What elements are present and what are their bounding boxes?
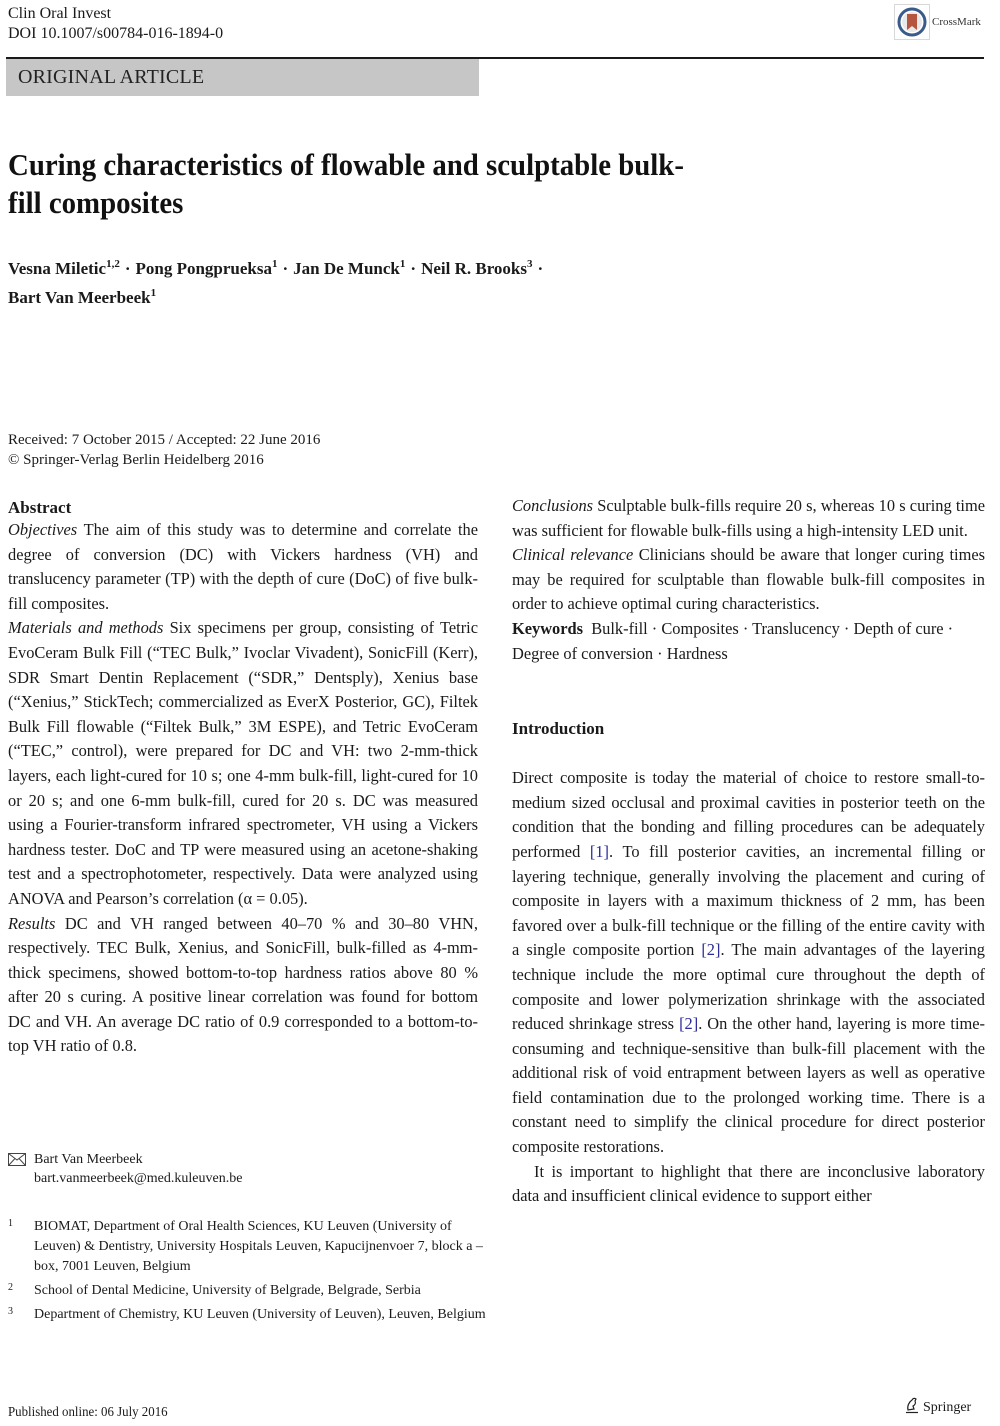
author-separator: ·: [537, 259, 544, 278]
springer-horse-icon: [904, 1396, 920, 1419]
reference-link[interactable]: [1]: [589, 841, 610, 861]
abstract-results: Results DC and VH ranged between 40–70 % and 30–80 VHN, respectively. TEC Bulk, Xenius, and SonicFill, bulk-filled as 4-mm-thick specimens, showed bottom-to-top hardness ratios above 80 % after 20 s curing. A positive linear correlation was found for bottom DC and VH. An average DC ratio of 0.9 corresponded to a bottom-to-top VH ratio of 0.8.: [8, 913, 478, 1056]
envelope-icon: [8, 1150, 34, 1188]
journal-name: Clin Oral Invest: [8, 5, 112, 22]
abstract-left-column: [8, 518, 478, 1059]
corresponding-author-email[interactable]: bart.vanmeerbeek@med.kuleuven.be: [34, 1171, 243, 1186]
author-separator: ·: [410, 259, 417, 278]
author-separator: ·: [124, 259, 131, 278]
crossmark-label: CrossMark: [932, 16, 981, 28]
corresponding-author-name: Bart Van Meerbeek: [34, 1152, 143, 1167]
reference-link[interactable]: [2]: [701, 940, 721, 960]
article-type: ORIGINAL ARTICLE: [18, 66, 205, 88]
published-online-date: Published online: 06 July 2016: [8, 1405, 168, 1420]
abstract-clinical-relevance: Clinical relevance Clinicians should be aware that longer curing times may be required for sculptable than flowable bulk-fill composites in order to achieve optimal curing characteristics.: [512, 545, 985, 614]
author[interactable]: Jan De Munck$^1$: [293, 258, 406, 278]
publisher-name: Springer: [923, 1399, 972, 1415]
affiliation-number: 2: [8, 1282, 13, 1293]
abstract-methods: Materials and methods Six specimens per group, consisting of Tetric EvoCeram Bulk Fill (“TEC Bulk,” Ivoclar Vivadent), SonicFill (Kerr), SDR Smart Dentin Replacement (“SDR,” Dentsply), Xenius base (“Xenius,” StickTech; commercialized as EverX Posterior, GC), Filtek Bulk Fill flowable (“Filtek Bulk,” 3M ESPE), and Tetric EvoCeram (“TEC,” control), were prepared for DC and VH: two 2-mm-thick layers, each light-cured for 10 s; one 4-mm bulk-fill, light-cured for 10 or 20 s; and one 6-mm bulk-fill, cured for 20 s. DC was measured using a Fourier-transform infrared spectrometer, VH using a Vickers hardness tester. DoC and TP were measured using an acetone-shaking test and a spectrophotometer, respectively. Data were analyzed using ANOVA and Pearson’s correlation (α = 0.05).: [8, 618, 478, 908]
introduction-heading: Introduction: [512, 719, 605, 739]
reference-link[interactable]: [2]: [679, 1014, 699, 1034]
author[interactable]: Pong Pongprueksa$^1$: [135, 258, 278, 278]
correspondence: [8, 1150, 488, 1188]
author-separator: ·: [282, 259, 289, 278]
abstract-objectives: Objectives The aim of this study was to determine and correlate the degree of conversion (DC) with Vickers hardness (VH) and translucency parameter (TP) with the depth of cure (DoC) of five bulk-fill composites.: [8, 520, 479, 613]
affiliation-text: BIOMAT, Department of Oral Health Sciences, KU Leuven (University of Leuven) & Dentistry, University Hospitals Leuven, Kapucijnenvoer 7, block a – box, 7001 Leuven, Belgium: [34, 1219, 483, 1274]
author-list: [8, 252, 708, 310]
affiliation-item: [8, 1281, 493, 1301]
affiliation-item: [8, 1217, 493, 1277]
abstract-heading: Abstract: [8, 498, 72, 517]
crossmark-icon: [894, 4, 930, 40]
crossmark-badge[interactable]: [894, 4, 994, 40]
author[interactable]: Neil R. Brooks$^3$: [421, 258, 533, 278]
abstract-conclusions: Conclusions Sculptable bulk-fills require 20 s, whereas 10 s curing time was sufficient for flowable bulk-fills using a high-intensity LED unit.: [512, 496, 985, 540]
article-title: Curing characteristics of flowable and sculptable bulk-fill composites: [8, 147, 684, 220]
received-accepted-dates: Received: 7 October 2015 / Accepted: 22 June 2016: [8, 432, 321, 448]
right-column: [512, 494, 985, 1209]
affiliation-number: 1: [8, 1218, 13, 1229]
author[interactable]: Vesna Miletic$^{1,2}$: [8, 258, 120, 278]
introduction-paragraph-2: It is important to highlight that there are inconclusive laboratory data and insufficient clinical evidence to support either: [512, 1161, 985, 1206]
affiliation-item: [8, 1305, 493, 1325]
affiliation-text: Department of Chemistry, KU Leuven (University of Leuven), Leuven, Belgium: [34, 1307, 486, 1322]
author[interactable]: Bart Van Meerbeek$^1$: [8, 287, 157, 307]
affiliation-number: 3: [8, 1306, 13, 1317]
affiliation-text: School of Dental Medicine, University of Belgrade, Belgrade, Serbia: [34, 1283, 421, 1298]
introduction-paragraph-1: Direct composite is today the material of choice to restore small-to-medium sized occlusal and proximal cavities in posterior teeth on the condition that the bonding and filling procedures can be adequately performed [1]. To fill posterior cavities, an incremental filling or layering technique, generally involving the placement and curing of composite in layers with a maximum thickness of 2 mm, has been favored over a bulk-fill technique or the filling of the entire cavity with a single composite portion [2]. The main advantages of the layering technique include the more optimal cure throughout the depth of composite and lower polymerization shrinkage with the associated reduced shrinkage stress [2]. On the other hand, layering is more time-consuming and technique-sensitive than bulk-fill placement with the additional risk of void entrapment between layers as well as operative field contamination due to the prolonged working time. There is a constant need to simplify the clinical procedure for direct posterior composite restorations.: [512, 768, 985, 1157]
publisher-logo: [904, 1396, 971, 1419]
copyright-notice: © Springer-Verlag Berlin Heidelberg 2016: [8, 452, 264, 468]
doi[interactable]: DOI 10.1007/s00784-016-1894-0: [8, 25, 224, 42]
affiliations: [8, 1217, 493, 1329]
keywords: Keywords Bulk-fill · Composites · Translucency · Depth of cure · Degree of conversion · Hardness: [512, 618, 954, 663]
